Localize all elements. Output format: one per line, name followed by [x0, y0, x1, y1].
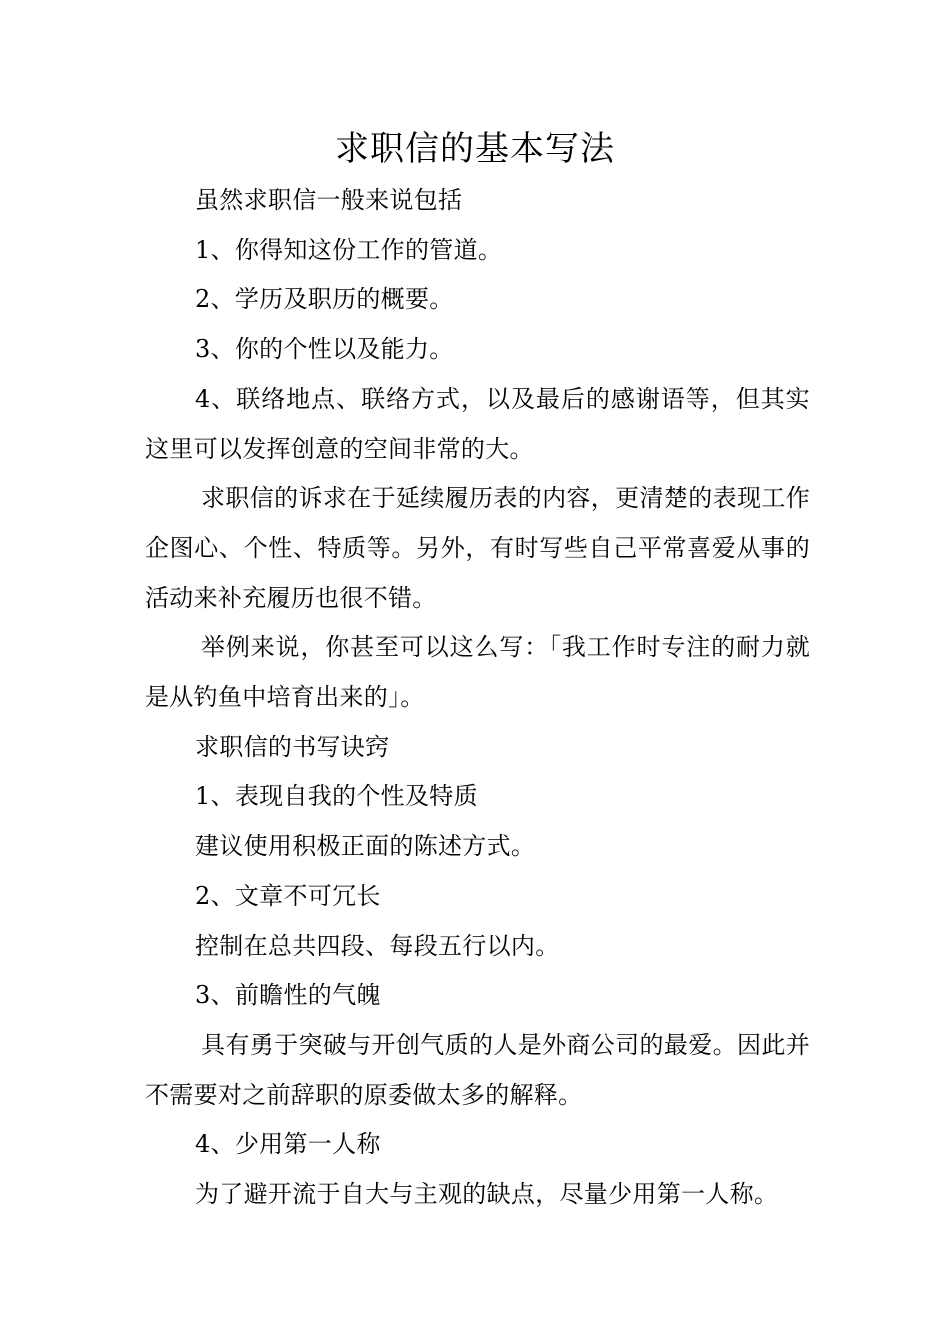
paragraph: 建议使用积极正面的陈述方式。	[195, 832, 536, 861]
paragraph: 求职信的诉求在于延续履历表的内容，更清楚的表现工作企图心、个性、特质等。另外，有时写些自己平常喜爱从事的活动来补充履历也很不错。	[145, 484, 810, 612]
list-item: 3、你的个性以及能力。	[195, 335, 454, 364]
document-title: 求职信的基本写法	[335, 129, 615, 169]
list-item: 4、少用第一人称	[195, 1130, 381, 1159]
paragraph: 举例来说，你甚至可以这么写：「我工作时专注的耐力就是从钓鱼中培育出来的」。	[145, 633, 810, 712]
list-item: 3、前瞻性的气魄	[195, 981, 381, 1010]
list-item: 1、表现自我的个性及特质	[195, 782, 478, 811]
paragraph: 虽然求职信一般来说包括	[195, 186, 463, 214]
list-item: 2、学历及职历的概要。	[195, 285, 454, 314]
document-body	[145, 176, 810, 1220]
paragraph: 控制在总共四段、每段五行以内。	[195, 931, 560, 960]
section-heading: 求职信的书写诀窍	[195, 732, 390, 761]
list-item: 4、联络地点、联络方式，以及最后的感谢语等，但其实这里可以发挥创意的空间非常的大。	[145, 384, 810, 463]
paragraph: 具有勇于突破与开创气质的人是外商公司的最爱。因此并不需要对之前辞职的原委做太多的解释。	[145, 1030, 810, 1109]
list-item: 1、你得知这份工作的管道。	[195, 235, 503, 264]
list-item: 2、文章不可冗长	[195, 881, 381, 910]
paragraph: 为了避开流于自大与主观的缺点，尽量少用第一人称。	[195, 1180, 779, 1209]
